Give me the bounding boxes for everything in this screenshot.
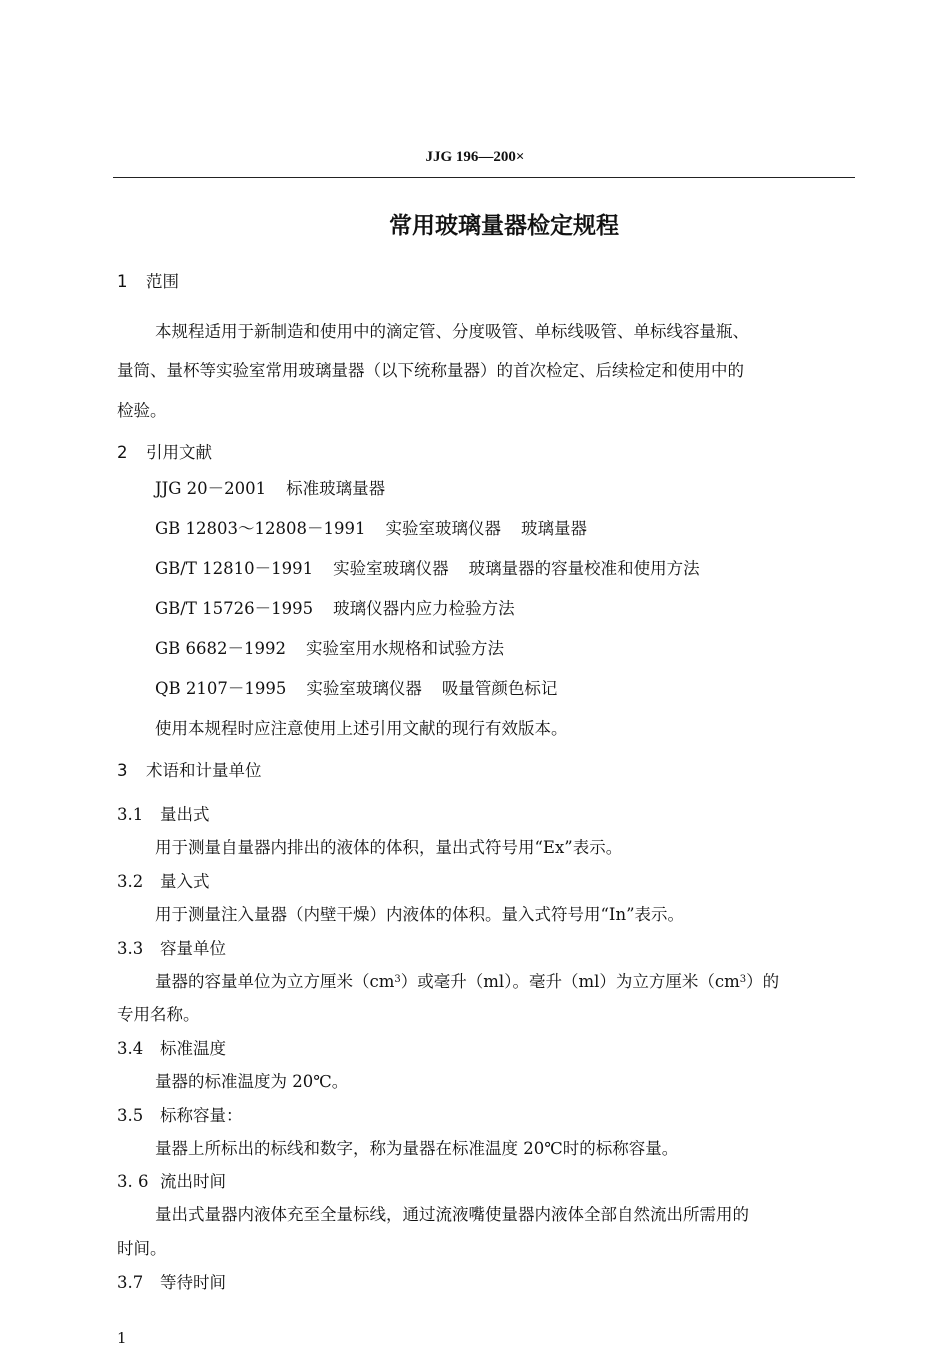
section-2-heading	[117, 439, 212, 463]
superscript: 3	[739, 974, 747, 985]
superscript: 3	[394, 974, 401, 985]
subsection-number: 3.2	[117, 872, 144, 891]
reference-code: QB 2107－1995	[155, 679, 287, 698]
subsection-3-4-heading	[117, 1035, 226, 1059]
section-3-heading	[117, 757, 262, 781]
subsection-3-5-heading	[117, 1102, 243, 1126]
subsection-term: 等待时间	[160, 1273, 226, 1292]
subsection-3-3-definition-line-2: 专用名称。	[117, 1005, 200, 1024]
subsection-number: 3.4	[117, 1039, 144, 1058]
definition-text: ）的	[746, 972, 780, 991]
reference-item	[155, 675, 557, 699]
definition-text: 量器的容量单位为立方厘米（cm	[155, 972, 395, 991]
reference-code: GB/T 15726－1995	[155, 599, 314, 618]
reference-code: GB/T 12810－1991	[155, 559, 314, 578]
subsection-3-5-definition: 量器上所标出的标线和数字，称为量器在标准温度 20℃时的标称容量。	[155, 1139, 679, 1158]
header-rule	[113, 177, 855, 178]
section-1-paragraph-line-3: 检验。	[117, 401, 167, 420]
document-title: 常用玻璃量器检定规程	[389, 213, 619, 239]
section-2-number: 2	[117, 443, 128, 462]
reference-code: GB 12803～12808－1991	[155, 519, 366, 538]
reference-subtitle: 玻璃量器	[521, 519, 588, 538]
subsection-number: 3.7	[117, 1273, 144, 1292]
reference-title: 标准玻璃量器	[286, 479, 386, 498]
document-header: JJG 196—200×	[425, 149, 525, 165]
reference-item	[155, 555, 700, 579]
reference-subtitle: 玻璃量器的容量校准和使用方法	[468, 559, 700, 578]
reference-code: JJG 20－2001	[155, 479, 267, 498]
section-3-title: 术语和计量单位	[146, 761, 262, 780]
subsection-number: 3.1	[117, 805, 144, 824]
section-1-title: 范围	[146, 272, 179, 291]
subsection-number: 3. 6	[117, 1172, 149, 1191]
subsection-3-6-heading	[117, 1168, 226, 1192]
subsection-term: 标称容量：	[160, 1106, 243, 1125]
subsection-3-6-definition-line-1: 量出式量器内液体充至全量标线，通过流液嘴使量器内液体全部自然流出所需用的	[155, 1205, 749, 1224]
subsection-term: 容量单位	[160, 939, 226, 958]
subsection-3-3-heading	[117, 935, 226, 959]
section-2-title: 引用文献	[146, 443, 212, 462]
section-1-paragraph-line-1: 本规程适用于新制造和使用中的滴定管、分度吸管、单标线吸管、单标线容量瓶、	[155, 322, 749, 341]
section-1-paragraph-line-2: 量筒、量杯等实验室常用玻璃量器（以下统称量器）的首次检定、后续检定和使用中的	[117, 361, 744, 380]
subsection-3-7-heading	[117, 1269, 226, 1293]
subsection-3-1-definition: 用于测量自量器内排出的液体的体积，量出式符号用“Ex”表示。	[155, 838, 623, 857]
reference-item	[155, 515, 587, 539]
reference-code: GB 6682－1992	[155, 639, 287, 658]
subsection-term: 量出式	[160, 805, 210, 824]
reference-title: 玻璃仪器内应力检验方法	[333, 599, 515, 618]
reference-note: 使用本规程时应注意使用上述引用文献的现行有效版本。	[155, 719, 568, 738]
section-1-number: 1	[117, 272, 128, 291]
subsection-term: 量入式	[160, 872, 210, 891]
reference-title: 实验室玻璃仪器	[333, 559, 449, 578]
section-3-number: 3	[117, 761, 128, 780]
reference-title: 实验室玻璃仪器	[385, 519, 502, 538]
subsection-3-2-definition: 用于测量注入量器（内壁干燥）内液体的体积。量入式符号用“In”表示。	[155, 905, 685, 924]
reference-title: 实验室玻璃仪器	[306, 679, 422, 698]
reference-item	[155, 475, 385, 499]
subsection-number: 3.3	[117, 939, 144, 958]
reference-item	[155, 595, 515, 619]
subsection-3-1-heading	[117, 801, 210, 825]
subsection-3-4-definition: 量器的标准温度为 20℃。	[155, 1072, 349, 1091]
subsection-3-3-definition-line-1	[155, 968, 779, 992]
subsection-number: 3.5	[117, 1106, 144, 1125]
reference-subtitle: 吸量管颜色标记	[441, 679, 558, 698]
reference-item	[155, 635, 504, 659]
subsection-term: 标准温度	[160, 1039, 226, 1058]
section-1-heading	[117, 268, 179, 292]
subsection-3-6-definition-line-2: 时间。	[117, 1239, 167, 1258]
subsection-term: 流出时间	[160, 1172, 226, 1191]
subsection-3-2-heading	[117, 868, 210, 892]
definition-text: ）或毫升（ml）。毫升（ml）为立方厘米（cm	[400, 972, 740, 991]
page-number: 1	[117, 1329, 127, 1347]
reference-title: 实验室用水规格和试验方法	[306, 639, 505, 658]
